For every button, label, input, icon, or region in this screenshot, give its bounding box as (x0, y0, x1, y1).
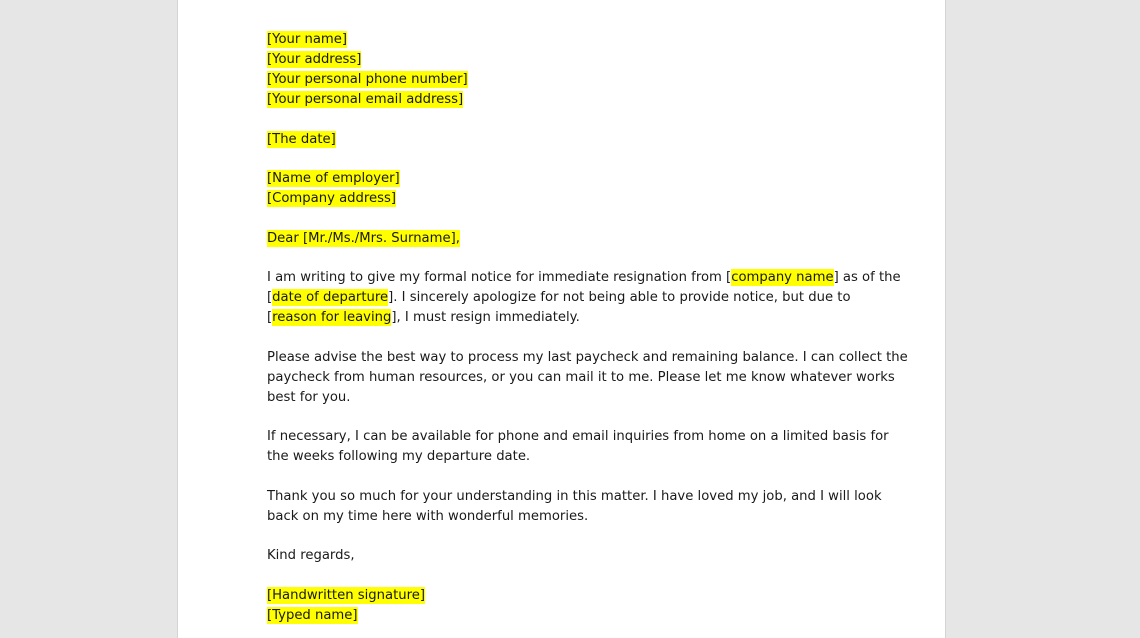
signature-line (267, 586, 867, 606)
p1-l3-text-b: ], I must resign immediately. (391, 310, 580, 325)
signature-placeholder: [Handwritten signature] (267, 587, 426, 603)
paragraph1-line1 (267, 268, 901, 288)
salutation-line (267, 229, 867, 249)
letter-body[interactable] (267, 30, 908, 626)
paragraph2-line: Please advise the best way to process my last paycheck and remaining balance. I can collect the (267, 349, 908, 365)
spacer (267, 209, 867, 229)
spacer (267, 527, 867, 547)
p1-l1-text-a: I am writing to give my formal notice for immediate resignation from [ (267, 270, 732, 285)
spacer (267, 249, 867, 269)
typed-name-placeholder: [Typed name] (267, 607, 358, 623)
sender-address-line (267, 50, 867, 70)
sender-phone-line (267, 70, 867, 90)
typed-name-line (267, 606, 867, 626)
p1-l2-text-b: ]. I sincerely apologize for not being able to provide notice, but due to (388, 290, 851, 305)
p1-l3-text-a: [ (267, 310, 273, 325)
sender-name: [Your name] (267, 32, 348, 47)
sender-name-line (267, 30, 867, 50)
paragraph3-line: If necessary, I can be available for phone and email inquiries from home on a limited basis for (267, 429, 889, 444)
sender-phone: [Your personal phone number] (267, 72, 468, 87)
letter-date: [The date] (267, 131, 336, 147)
paragraph4-line: back on my time here with wonderful memories. (267, 508, 589, 524)
paragraph2-line: best for you. (267, 389, 351, 405)
company-name-placeholder: company name (731, 270, 834, 285)
p1-l2-text-a: [ (267, 290, 273, 305)
reason-placeholder: reason for leaving (272, 310, 392, 325)
recipient-employer-line (267, 169, 867, 189)
document-page[interactable] (177, 0, 946, 638)
departure-date-placeholder: date of departure (272, 290, 389, 305)
recipient-employer: [Name of employer] (267, 171, 400, 186)
spacer (267, 408, 867, 428)
spacer (267, 150, 867, 170)
spacer (267, 110, 867, 130)
spacer (267, 467, 867, 487)
paragraph1-line2 (267, 288, 867, 308)
date-line (267, 130, 867, 150)
recipient-address-line (267, 189, 867, 209)
closing-line: Kind regards, (267, 548, 355, 563)
spacer (267, 566, 867, 586)
salutation: Dear [Mr./Ms./Mrs. Surname], (267, 230, 460, 246)
recipient-address: [Company address] (267, 191, 397, 206)
sender-email: [Your personal email address] (267, 92, 464, 107)
paragraph4-line: Thank you so much for your understanding in this matter. I have loved my job, and I will look (267, 488, 882, 504)
paragraph2-line: paycheck from human resources, or you can mail it to me. Please let me know whatever works (267, 369, 895, 385)
p1-l1-text-b: ] as of the (833, 270, 901, 285)
paragraph1-line3 (267, 308, 867, 328)
sender-email-line (267, 90, 867, 110)
sender-address: [Your address] (267, 52, 362, 67)
spacer (267, 328, 867, 348)
paragraph3-line: the weeks following my departure date. (267, 449, 531, 464)
